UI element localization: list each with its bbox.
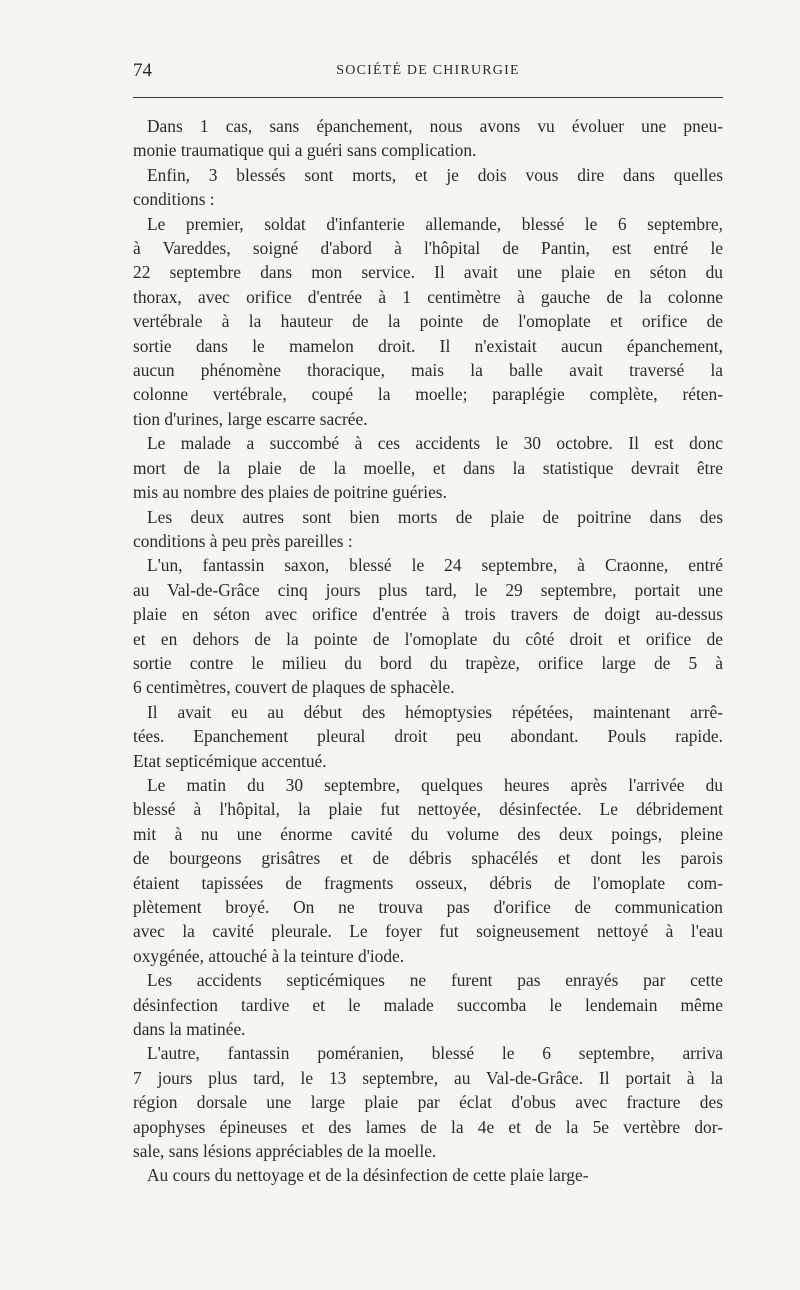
paragraph bbox=[133, 212, 723, 432]
text-line: 6 centimètres, couvert de plaques de sphacèle. bbox=[133, 677, 455, 698]
text-line: sale, sans lésions appréciables de la moelle. bbox=[133, 1141, 437, 1162]
text-line: 7 jours plus tard, le 13 septembre, au Val-de-Grâce. Il portait à la bbox=[133, 1067, 723, 1088]
running-title: SOCIÉTÉ DE CHIRURGIE bbox=[336, 63, 520, 78]
header-rule bbox=[133, 97, 723, 98]
text-line: blessé à l'hôpital, la plaie fut nettoyée, désinfectée. Le débridement bbox=[133, 799, 723, 820]
text-line: avec la cavité pleurale. Le foyer fut soigneusement nettoyé à l'eau bbox=[133, 921, 723, 942]
text-line: aucun phénomène thoracique, mais la balle avait traversé la bbox=[133, 360, 723, 381]
text-line: colonne vertébrale, coupé la moelle; paraplégie complète, réten- bbox=[133, 384, 723, 405]
text-line: mort de la plaie de la moelle, et dans la statistique devrait être bbox=[133, 457, 723, 478]
text-line: monie traumatique qui a guéri sans complication. bbox=[133, 140, 477, 161]
paragraph bbox=[133, 968, 723, 1041]
text-line: thorax, avec orifice d'entrée à 1 centimètre à gauche de la colonne bbox=[133, 286, 723, 307]
text-line: Etat septicémique accentué. bbox=[133, 750, 327, 771]
text-line: région dorsale une large plaie par éclat d'obus avec fracture des bbox=[133, 1092, 723, 1113]
text-line: Les deux autres sont bien morts de plaie de poitrine dans des bbox=[147, 506, 723, 527]
text-line: plètement broyé. On ne trouva pas d'orifice de communication bbox=[133, 897, 723, 917]
text-line: de bourgeons grisâtres et de débris sphacélés et dont les parois bbox=[133, 848, 723, 869]
paragraph bbox=[133, 1163, 723, 1187]
text-line: et en dehors de la pointe de l'omoplate du côté droit et orifice de bbox=[133, 628, 723, 649]
text-line: L'autre, fantassin poméranien, blessé le 6 septembre, arriva bbox=[147, 1043, 723, 1064]
text-line: Le malade a succombé à ces accidents le 30 octobre. Il est donc bbox=[147, 433, 723, 454]
text-line: Le premier, soldat d'infanterie allemande, blessé le 6 septembre, bbox=[147, 213, 723, 234]
paragraph bbox=[133, 1041, 723, 1163]
paragraph bbox=[133, 773, 723, 968]
text-line: Dans 1 cas, sans épanchement, nous avons vu évoluer une pneu- bbox=[147, 116, 723, 136]
text-line: Il avait eu au début des hémoptysies répétées, maintenant arrê- bbox=[147, 701, 723, 722]
paragraph bbox=[133, 163, 723, 212]
paragraph bbox=[133, 700, 723, 773]
text-line: sortie dans le mamelon droit. Il n'existait aucun épanchement, bbox=[133, 335, 723, 356]
body-text bbox=[133, 114, 723, 1188]
text-line: tion d'urines, large escarre sacrée. bbox=[133, 408, 368, 429]
text-line: Le matin du 30 septembre, quelques heures après l'arrivée du bbox=[147, 774, 723, 795]
text-line: au Val-de-Grâce cinq jours plus tard, le 29 septembre, portait une bbox=[133, 579, 723, 600]
text-line: tées. Epanchement pleural droit peu abondant. Pouls rapide. bbox=[133, 726, 723, 747]
text-line: à Vareddes, soigné d'abord à l'hôpital de Pantin, est entré le bbox=[133, 238, 723, 259]
text-line: vertébrale à la hauteur de la pointe de l'omoplate et orifice de bbox=[133, 311, 723, 332]
text-line: sortie contre le milieu du bord du trapèze, orifice large de 5 à bbox=[133, 652, 723, 673]
text-line: mis au nombre des plaies de poitrine guéries. bbox=[133, 482, 447, 503]
paragraph bbox=[133, 553, 723, 699]
text-line: étaient tapissées de fragments osseux, débris de l'omoplate com- bbox=[133, 872, 723, 893]
paragraph bbox=[133, 431, 723, 504]
text-line: Enfin, 3 blessés sont morts, et je dois vous dire dans quelles bbox=[147, 164, 723, 185]
page-number: 74 bbox=[133, 60, 152, 81]
text-line: oxygénée, attouché à la teinture d'iode. bbox=[133, 945, 405, 966]
page-header bbox=[133, 60, 723, 88]
text-line: désinfection tardive et le malade succomba le lendemain même bbox=[133, 994, 723, 1015]
text-line: mit à nu une énorme cavité du volume des deux poings, pleine bbox=[133, 823, 723, 844]
paragraph bbox=[133, 505, 723, 554]
text-line: dans la matinée. bbox=[133, 1019, 246, 1040]
text-line: Au cours du nettoyage et de la désinfection de cette plaie large- bbox=[147, 1165, 589, 1186]
text-line: Les accidents septicémiques ne furent pas enrayés par cette bbox=[147, 970, 723, 991]
text-line: conditions à peu près pareilles : bbox=[133, 530, 353, 551]
text-line: 22 septembre dans mon service. Il avait une plaie en séton du bbox=[133, 262, 723, 283]
paragraph bbox=[133, 114, 723, 163]
text-line: L'un, fantassin saxon, blessé le 24 septembre, à Craonne, entré bbox=[147, 555, 723, 576]
text-line: plaie en séton avec orifice d'entrée à trois travers de doigt au-dessus bbox=[133, 604, 723, 625]
text-line: conditions : bbox=[133, 189, 215, 210]
text-line: apophyses épineuses et des lames de la 4e et de la 5e vertèbre dor- bbox=[133, 1116, 723, 1137]
